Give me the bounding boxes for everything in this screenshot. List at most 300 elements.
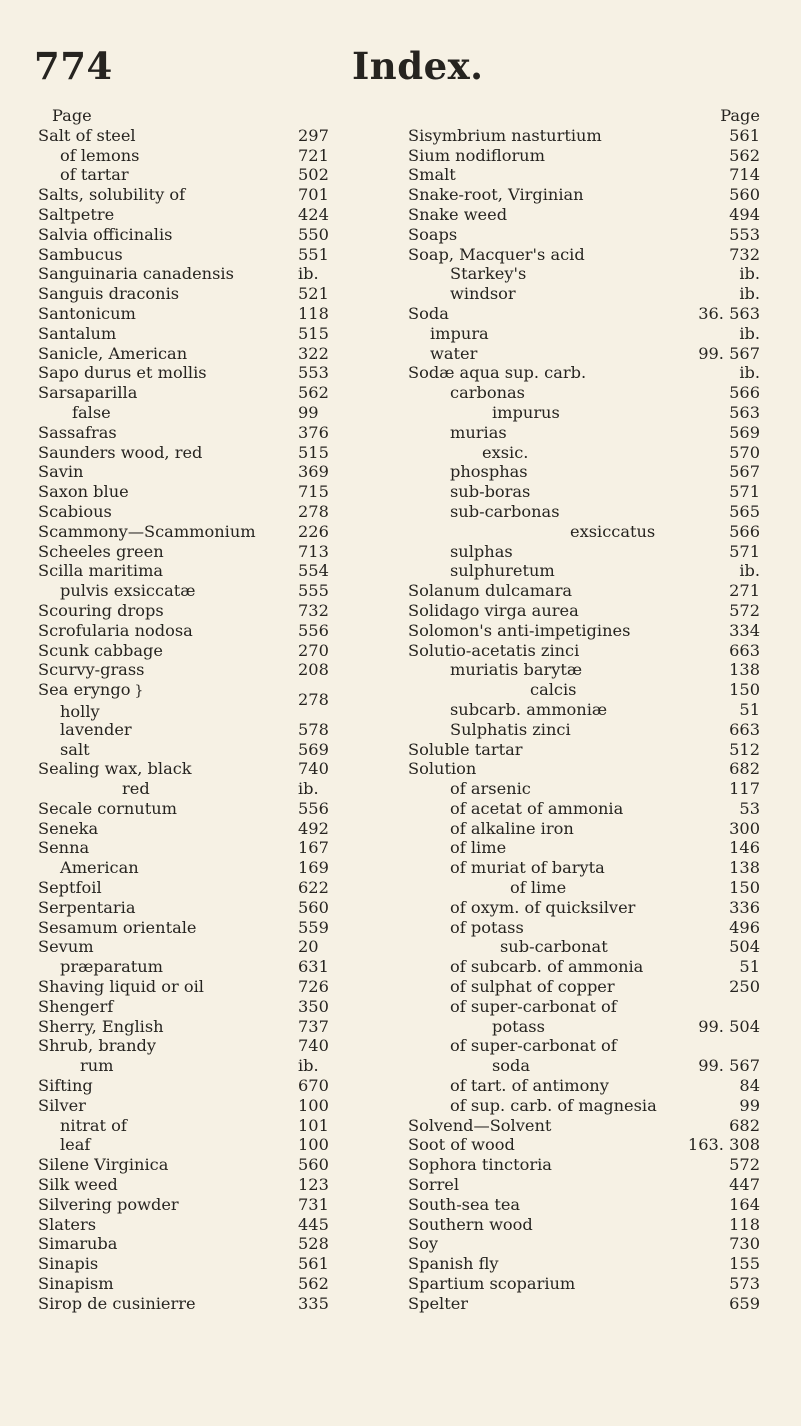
- entry-page: 714: [729, 165, 760, 185]
- index-entry: [38, 621, 398, 641]
- entry-term: Spartium scoparium: [408, 1274, 576, 1294]
- entry-term: exsic.: [482, 442, 529, 462]
- index-entry: [408, 1116, 760, 1136]
- index-entry: [38, 680, 398, 720]
- entry-page: 118: [729, 1214, 760, 1234]
- entry-page: 278: [298, 501, 329, 521]
- entry-term: Slaters: [38, 1214, 97, 1234]
- index-entry: [408, 502, 760, 522]
- entry-term: Solomon's anti-impetigines: [408, 620, 631, 640]
- index-entry: [38, 185, 398, 205]
- index-entry: [38, 720, 398, 740]
- index-entry: [38, 957, 398, 977]
- entry-page: 563: [729, 402, 760, 422]
- entry-page: 528: [298, 1234, 329, 1254]
- entry-term: Sealing wax, black: [38, 759, 192, 779]
- entry-term: Sevum: [38, 937, 94, 957]
- index-entry: [408, 858, 760, 878]
- entry-term: Snake weed: [408, 204, 508, 224]
- entry-page: 99: [298, 402, 319, 422]
- entry-term: windsor: [450, 284, 516, 304]
- index-entry: [38, 264, 398, 284]
- entry-term: of tart. of antimony: [450, 1076, 609, 1096]
- entry-term: Page: [52, 106, 92, 125]
- index-entry: [38, 423, 398, 443]
- entry-term: sub-boras: [450, 482, 531, 502]
- index-entry: [408, 284, 760, 304]
- entry-page: 146: [729, 838, 760, 858]
- entry-page: 572: [729, 1155, 760, 1175]
- index-entry: [408, 1175, 760, 1195]
- index-column-right: [408, 106, 760, 1314]
- index-entry: [38, 245, 398, 265]
- entry-page: 494: [729, 204, 760, 224]
- entry-page: 100: [298, 1095, 329, 1115]
- entry-page: 561: [298, 1254, 329, 1274]
- index-entry: [408, 324, 760, 344]
- entry-term: Sambucus: [38, 244, 123, 264]
- index-entry: [38, 403, 398, 423]
- entry-term: Sinapis: [38, 1254, 99, 1274]
- index-entry: [408, 462, 760, 482]
- index-entry: [38, 1116, 398, 1136]
- entry-term: American: [60, 858, 139, 878]
- index-entry: [408, 443, 760, 463]
- index-entry: [408, 1076, 760, 1096]
- index-entry: [408, 1056, 760, 1076]
- entry-page: ib.: [298, 1056, 319, 1076]
- index-entry: [408, 898, 760, 918]
- entry-term: red: [122, 779, 150, 799]
- entry-term: of lemons: [60, 145, 140, 165]
- index-entry: [408, 581, 760, 601]
- entry-page: 573: [729, 1274, 760, 1294]
- index-entry: [38, 918, 398, 938]
- entry-page: 715: [298, 482, 329, 502]
- index-entry: [408, 146, 760, 166]
- index-entry: [408, 937, 760, 957]
- entry-page: 515: [298, 323, 329, 343]
- index-entry: [38, 443, 398, 463]
- index-entry: [408, 997, 760, 1017]
- index-entry: [38, 542, 398, 562]
- entry-page: 369: [298, 462, 329, 482]
- index-entry: [408, 1215, 760, 1235]
- entry-term: Sifting: [38, 1076, 93, 1096]
- index-entry: [408, 1274, 760, 1294]
- index-entry: [408, 482, 760, 502]
- entry-term: Solanum dulcamara: [408, 581, 573, 601]
- index-entry: [408, 838, 760, 858]
- index-entry: [38, 284, 398, 304]
- entry-term: rum: [80, 1056, 114, 1076]
- entry-page: 447: [729, 1175, 760, 1195]
- entry-term: of oxym. of quicksilver: [450, 897, 636, 917]
- index-entry: [408, 957, 760, 977]
- entry-term: muriatis barytæ: [450, 660, 583, 680]
- index-entry: [408, 1135, 760, 1155]
- index-entry: [38, 997, 398, 1017]
- entry-term: Seneka: [38, 818, 99, 838]
- index-entry: [408, 720, 760, 740]
- index-entry: [38, 878, 398, 898]
- index-entry: [38, 126, 398, 146]
- entry-term: Silene Virginica: [38, 1155, 169, 1175]
- entry-page: ib.: [739, 561, 760, 581]
- entry-term: Shengerf: [38, 996, 114, 1016]
- entry-term: Scurvy-grass: [38, 660, 145, 680]
- entry-term: Sassafras: [38, 422, 117, 442]
- entry-term: sulphas: [450, 541, 513, 561]
- entry-page: 515: [298, 442, 329, 462]
- entry-page: 271: [729, 581, 760, 601]
- index-entry: [38, 819, 398, 839]
- index-entry: [408, 601, 760, 621]
- entry-page: 556: [298, 798, 329, 818]
- entry-page: 572: [729, 600, 760, 620]
- entry-page: 504: [729, 937, 760, 957]
- entry-page: 659: [729, 1293, 760, 1313]
- index-entry: [38, 799, 398, 819]
- index-entry: [38, 898, 398, 918]
- entry-term: of lime: [450, 838, 507, 858]
- index-entry: [38, 1076, 398, 1096]
- entry-page: 571: [729, 541, 760, 561]
- entry-page: 424: [298, 204, 329, 224]
- entry-term: Sulphatis zinci: [450, 719, 571, 739]
- page-number: 774: [34, 44, 113, 88]
- entry-term: South-sea tea: [408, 1194, 521, 1214]
- entry-page: 731: [298, 1194, 329, 1214]
- entry-page: 164: [729, 1194, 760, 1214]
- entry-page: 560: [298, 1155, 329, 1175]
- entry-page: ib.: [298, 779, 319, 799]
- entry-page: 376: [298, 422, 329, 442]
- index-entry: [38, 779, 398, 799]
- entry-term: præparatum: [60, 957, 163, 977]
- entry-term: Scilla maritima: [38, 561, 164, 581]
- index-entry: [408, 423, 760, 443]
- index-entry: [408, 819, 760, 839]
- entry-page: 566: [729, 383, 760, 403]
- index-entry: [38, 1274, 398, 1294]
- entry-term: Sarsaparilla: [38, 383, 138, 403]
- entry-page: 737: [298, 1016, 329, 1036]
- index-column-left: [38, 106, 398, 1314]
- entry-page: 732: [729, 244, 760, 264]
- index-entry: [408, 1294, 760, 1314]
- entry-page: 167: [298, 838, 329, 858]
- entry-term: Solidago virga aurea: [408, 600, 579, 620]
- entry-term: of sup. carb. of magnesia: [450, 1095, 657, 1115]
- index-entry: [38, 146, 398, 166]
- index-entry: [38, 601, 398, 621]
- entry-page: 732: [298, 600, 329, 620]
- index-entry: [38, 462, 398, 482]
- index-entry: [408, 403, 760, 423]
- entry-page: Page: [720, 106, 760, 125]
- entry-term: Snake-root, Virginian: [408, 185, 584, 205]
- entry-page: ib.: [739, 323, 760, 343]
- entry-term: Southern wood: [408, 1214, 533, 1234]
- entry-term: Serpentaria: [38, 897, 136, 917]
- entry-page: 20: [298, 937, 319, 957]
- entry-page: 208: [298, 660, 329, 680]
- entry-term: soda: [492, 1056, 531, 1076]
- index-entry: [408, 363, 760, 383]
- entry-page: 51: [739, 957, 760, 977]
- index-entry: [408, 304, 760, 324]
- entry-page: ib.: [739, 363, 760, 383]
- entry-term: Soluble tartar: [408, 739, 523, 759]
- index-entry: [38, 1254, 398, 1274]
- entry-term: of arsenic: [450, 779, 531, 799]
- entry-term: Sisymbrium nasturtium: [408, 125, 602, 145]
- entry-term: Soda: [408, 303, 449, 323]
- entry-term: Simaruba: [38, 1234, 118, 1254]
- index-entry: [38, 1175, 398, 1195]
- entry-term: sulphuretum: [450, 561, 555, 581]
- entry-term: of super-carbonat of: [450, 1036, 617, 1056]
- entry-page: 562: [298, 383, 329, 403]
- index-entry: [408, 1017, 760, 1037]
- entry-page: 560: [298, 897, 329, 917]
- entry-page: 521: [298, 284, 329, 304]
- entry-page: 559: [298, 917, 329, 937]
- entry-page: 565: [729, 501, 760, 521]
- index-entry: [408, 245, 760, 265]
- entry-term: Silk weed: [38, 1175, 118, 1195]
- entry-term: Sodæ aqua sup. carb.: [408, 363, 587, 383]
- index-entry: [408, 1234, 760, 1254]
- entry-term: Scammony—Scammonium: [38, 521, 256, 541]
- entry-term: Senna: [38, 838, 90, 858]
- index-entry: [38, 858, 398, 878]
- index-entry: [408, 561, 760, 581]
- entry-term: Salvia officinalis: [38, 224, 173, 244]
- entry-page: 99: [739, 1095, 760, 1115]
- entry-term: Sherry, English: [38, 1016, 164, 1036]
- index-entry: [38, 205, 398, 225]
- entry-page: ib.: [739, 284, 760, 304]
- entry-term: lavender: [60, 719, 132, 739]
- entry-term: calcis: [530, 680, 577, 700]
- entry-page: 99. 504: [698, 1016, 760, 1036]
- entry-term: of alkaline iron: [450, 818, 574, 838]
- entry-term: Scouring drops: [38, 600, 164, 620]
- index-entry: [408, 225, 760, 245]
- entry-page: 123: [298, 1175, 329, 1195]
- entry-term: Shrub, brandy: [38, 1036, 157, 1056]
- entry-page: 631: [298, 957, 329, 977]
- entry-term: Scheeles green: [38, 541, 164, 561]
- entry-term-continued: holly: [60, 701, 100, 721]
- index-entry: [408, 1155, 760, 1175]
- index-entry: [38, 1135, 398, 1155]
- index-entry: [38, 1215, 398, 1235]
- index-entry: [408, 542, 760, 562]
- entry-term: exsiccatus: [570, 521, 656, 541]
- entry-page: 622: [298, 878, 329, 898]
- index-entry: [38, 1234, 398, 1254]
- entry-term: of acetat of ammonia: [450, 798, 624, 818]
- entry-page: 551: [298, 244, 329, 264]
- entry-term: potass: [492, 1016, 545, 1036]
- entry-term: Shaving liquid or oil: [38, 977, 204, 997]
- index-entry: [38, 383, 398, 403]
- entry-page: 278: [298, 690, 329, 709]
- entry-page: 150: [729, 878, 760, 898]
- entry-page: 350: [298, 996, 329, 1016]
- index-entry: [38, 482, 398, 502]
- entry-term: Sium nodiflorum: [408, 145, 545, 165]
- entry-page: 226: [298, 521, 329, 541]
- entry-term: Soaps: [408, 224, 458, 244]
- entry-term: Salt of steel: [38, 125, 136, 145]
- index-entry: [408, 641, 760, 661]
- index-entry: [38, 937, 398, 957]
- entry-page: 550: [298, 224, 329, 244]
- entry-page: 553: [729, 224, 760, 244]
- entry-term: leaf: [60, 1135, 91, 1155]
- entry-term: Soot of wood: [408, 1135, 515, 1155]
- entry-page: 250: [729, 977, 760, 997]
- entry-page: 445: [298, 1214, 329, 1234]
- entry-page: 554: [298, 561, 329, 581]
- entry-term: salt: [60, 739, 90, 759]
- entry-term: sub-carbonat: [500, 937, 608, 957]
- entry-term: carbonas: [450, 383, 525, 403]
- index-entry: [408, 700, 760, 720]
- entry-term: Solvend—Solvent: [408, 1115, 552, 1135]
- brace-mark: }: [134, 683, 144, 700]
- index-entry: [38, 1195, 398, 1215]
- entry-term: water: [430, 343, 478, 363]
- entry-page: 51: [739, 699, 760, 719]
- page-title: Index.: [352, 44, 484, 88]
- entry-page: 150: [729, 680, 760, 700]
- index-entry: [38, 759, 398, 779]
- entry-term: of tartar: [60, 165, 129, 185]
- entry-term: Scunk cabbage: [38, 640, 163, 660]
- entry-page: 571: [729, 482, 760, 502]
- index-entry: [408, 185, 760, 205]
- entry-term: Salts, solubility of: [38, 185, 186, 205]
- entry-term: Spanish fly: [408, 1254, 499, 1274]
- entry-page: 570: [729, 442, 760, 462]
- index-entry: [408, 779, 760, 799]
- index-entry: [408, 205, 760, 225]
- entry-page: 740: [298, 759, 329, 779]
- entry-term: Sinapism: [38, 1274, 114, 1294]
- entry-term: Sesamum orientale: [38, 917, 197, 937]
- entry-term: of sulphat of copper: [450, 977, 615, 997]
- entry-page: 118: [298, 303, 329, 323]
- entry-page: 322: [298, 343, 329, 363]
- entry-term: Starkey's: [450, 264, 527, 284]
- entry-term: Sanguinaria canadensis: [38, 264, 234, 284]
- entry-term: Septfoil: [38, 878, 102, 898]
- entry-page: 117: [729, 779, 760, 799]
- entry-page: 512: [729, 739, 760, 759]
- entry-term: subcarb. ammoniæ: [450, 699, 608, 719]
- entry-page: 562: [729, 145, 760, 165]
- entry-page: ib.: [298, 264, 319, 284]
- entry-page: 99. 567: [698, 343, 760, 363]
- entry-page: 578: [298, 719, 329, 739]
- entry-page: 334: [729, 620, 760, 640]
- entry-page: 99. 567: [698, 1056, 760, 1076]
- entry-page: 560: [729, 185, 760, 205]
- entry-page: 663: [729, 719, 760, 739]
- entry-page: 163. 308: [687, 1135, 760, 1155]
- entry-term: of lime: [510, 878, 567, 898]
- entry-term: of potass: [450, 917, 524, 937]
- entry-page: 555: [298, 581, 329, 601]
- entry-page: 100: [298, 1135, 329, 1155]
- entry-term: false: [72, 402, 111, 422]
- entry-term: Smalt: [408, 165, 456, 185]
- index-entry: [408, 759, 760, 779]
- index-entry: [408, 918, 760, 938]
- entry-page: 682: [729, 1115, 760, 1135]
- index-entry: [408, 1096, 760, 1116]
- entry-page: 562: [298, 1274, 329, 1294]
- entry-term: sub-carbonas: [450, 501, 560, 521]
- entry-term: Sorrel: [408, 1175, 460, 1195]
- index-entry: [38, 363, 398, 383]
- entry-page: 36. 563: [698, 303, 760, 323]
- index-entry: [38, 1056, 398, 1076]
- entry-page: 138: [729, 858, 760, 878]
- index-entry: [408, 1254, 760, 1274]
- index-entry: [408, 126, 760, 146]
- index-entry: [38, 660, 398, 680]
- entry-page: 336: [729, 897, 760, 917]
- index-entry: [38, 502, 398, 522]
- entry-term: Sirop de cusinierre: [38, 1293, 196, 1313]
- entry-term: Silver: [38, 1095, 86, 1115]
- entry-page: 566: [729, 521, 760, 541]
- entry-page: 569: [729, 422, 760, 442]
- entry-page: 726: [298, 977, 329, 997]
- entry-term: Soap, Macquer's acid: [408, 244, 585, 264]
- entry-term: Solution: [408, 759, 477, 779]
- entry-term: Sophora tinctoria: [408, 1155, 552, 1175]
- entry-term: Spelter: [408, 1293, 469, 1313]
- entry-page: ib.: [739, 264, 760, 284]
- entry-term: Solutio-acetatis zinci: [408, 640, 580, 660]
- index-entry: [408, 878, 760, 898]
- entry-term: of subcarb. of ammonia: [450, 957, 644, 977]
- entry-term: Sanguis draconis: [38, 284, 180, 304]
- entry-page: 138: [729, 660, 760, 680]
- entry-term: pulvis exsiccatæ: [60, 581, 196, 601]
- index-entry: [408, 799, 760, 819]
- index-entry: [408, 1195, 760, 1215]
- index-entry: [38, 561, 398, 581]
- entry-term: nitrat of: [60, 1115, 127, 1135]
- index-entry: [408, 977, 760, 997]
- entry-page: 270: [298, 640, 329, 660]
- index-entry: [408, 680, 760, 700]
- entry-page: 53: [739, 798, 760, 818]
- entry-term: Sanicle, American: [38, 343, 188, 363]
- index-entry: [38, 304, 398, 324]
- index-entry: [38, 324, 398, 344]
- entry-term: Secale cornutum: [38, 798, 177, 818]
- entry-term: Savin: [38, 462, 84, 482]
